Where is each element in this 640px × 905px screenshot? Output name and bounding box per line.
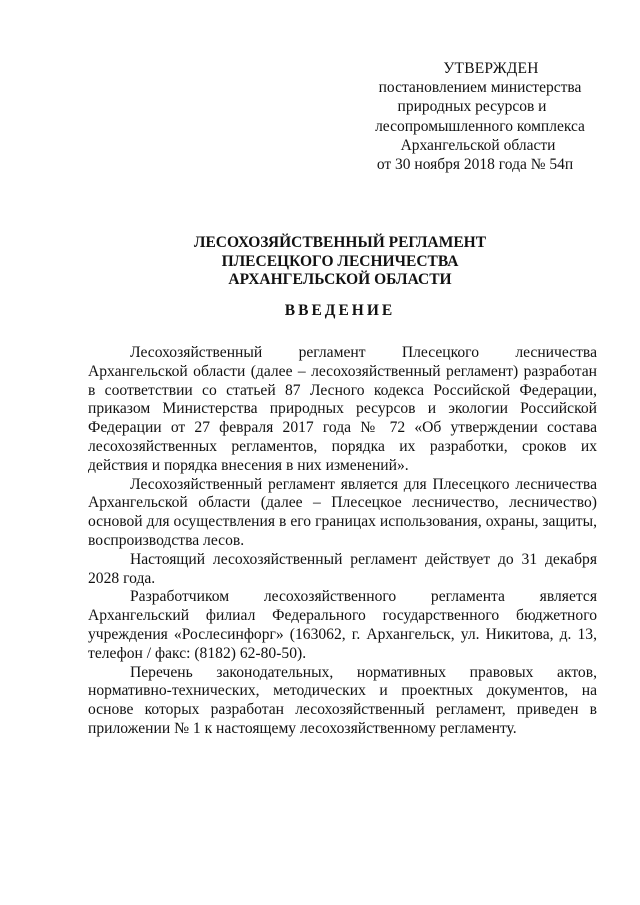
approval-title: УТВЕРЖДЕН (443, 60, 539, 77)
body-paragraph: Перечень законодательных, нормативных правовых актов, нормативно-технических, методических и проектных документов, на основе которых разработан лесохозяйственный регламент, приведен в приложении № 1 к настоящему лесохозяйственному регламенту. (88, 663, 597, 737)
body-paragraph: Разработчиком лесохозяйственного регламента является Архангельский филиал Федерального государственного бюджетного учреждения «Рослесинфорг» (163062, г. Архангельск, ул. Никитова, д. 13, телефон / факс: (8182) 62-80-50). (88, 588, 597, 662)
document-body (88, 344, 597, 739)
approval-stamp (360, 59, 600, 174)
body-paragraph: Лесохозяйственный регламент Плесецкого лесничества Архангельской области (далее – лесохозяйственный регламент) разработан в соответствии со статьей 87 Лесного кодекса Российской Федерации, приказом Министерства природных ресурсов и экологии Российской Федерации от 27 февраля 2017 года № 72 «Об утверждении состава лесохозяйственных регламентов, порядка их разработки, сроков их действия и порядка внесения в них изменений». (88, 344, 597, 474)
document-title (120, 234, 560, 290)
approval-line: лесопромышленного комплекса (375, 117, 585, 135)
approval-line: от 30 ноября 2018 года № 54п (376, 156, 574, 174)
section-heading: ВВЕДЕНИЕ (284, 302, 396, 319)
title-line: АРХАНГЕЛЬСКОЙ ОБЛАСТИ (228, 271, 452, 289)
body-paragraph: Лесохозяйственный регламент является для Плесецкого лесничества Архангельской области (далее – Плесецкое лесничество, лесничество) основой для осуществления в его границах использования, охраны, защиты, воспроизводства лесов. (88, 475, 597, 549)
title-line: ЛЕСОХОЗЯЙСТВЕННЫЙ РЕГЛАМЕНТ (193, 234, 487, 251)
approval-line: постановлением министерства (378, 79, 582, 97)
approval-line: Архангельской области (400, 136, 556, 154)
approval-line: природных ресурсов и (397, 98, 547, 116)
title-line: ПЛЕСЕЦКОГО ЛЕСНИЧЕСТВА (221, 252, 459, 270)
body-paragraph: Настоящий лесохозяйственный регламент действует до 31 декабря 2028 года. (88, 550, 597, 587)
